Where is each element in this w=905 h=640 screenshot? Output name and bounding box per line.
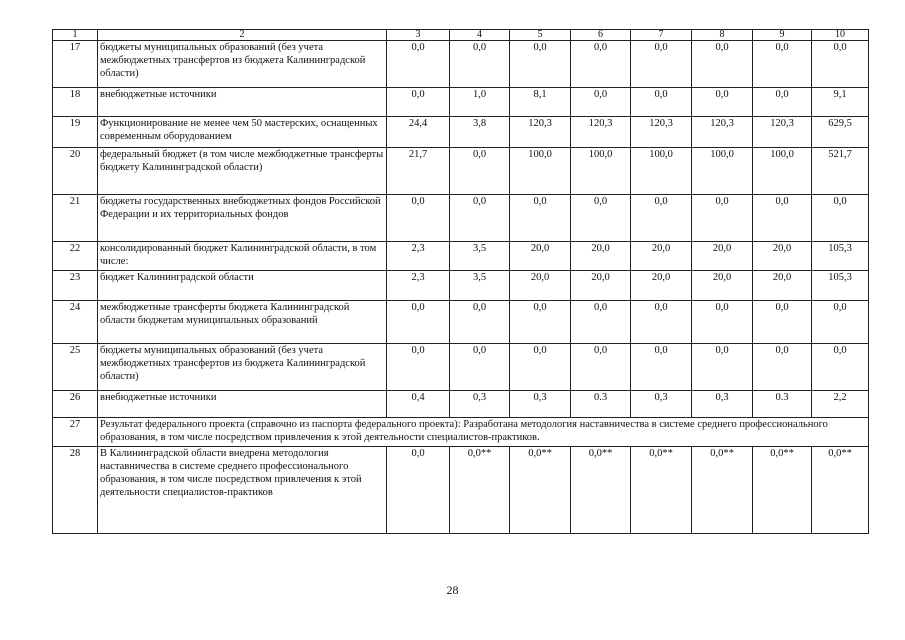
value-cell: 0,0** (450, 447, 510, 534)
result-row (53, 418, 869, 447)
header-cell: 10 (812, 30, 869, 41)
value-cell: 0,0 (387, 88, 450, 117)
row-description: федеральный бюджет (в том числе межбюджетные трансферты бюджету Калининградской области) (98, 148, 387, 195)
value-cell: 0,3 (692, 391, 753, 418)
table-row (53, 148, 869, 195)
value-cell: 20,0 (510, 242, 571, 271)
header-cell: 8 (692, 30, 753, 41)
value-cell: 120,3 (571, 117, 631, 148)
value-cell: 9,1 (812, 88, 869, 117)
header-cell: 7 (631, 30, 692, 41)
value-cell: 20,0 (571, 271, 631, 301)
value-cell: 0,0 (692, 344, 753, 391)
value-cell: 0,0 (753, 41, 812, 88)
value-cell: 0,0 (450, 301, 510, 344)
value-cell: 0,0 (510, 344, 571, 391)
value-cell: 0,0 (692, 301, 753, 344)
budget-table (52, 29, 869, 534)
value-cell: 1,0 (450, 88, 510, 117)
value-cell: 0,0 (692, 41, 753, 88)
row-number: 27 (53, 418, 98, 447)
value-cell: 0,0 (510, 41, 571, 88)
row-number: 25 (53, 344, 98, 391)
value-cell: 0.3 (753, 391, 812, 418)
value-cell: 100,0 (510, 148, 571, 195)
header-cell: 5 (510, 30, 571, 41)
header-cell: 9 (753, 30, 812, 41)
header-cell: 3 (387, 30, 450, 41)
table-row (53, 344, 869, 391)
value-cell: 20,0 (571, 242, 631, 271)
value-cell: 0,0 (812, 41, 869, 88)
table-row (53, 391, 869, 418)
value-cell: 0,0 (631, 88, 692, 117)
value-cell: 629,5 (812, 117, 869, 148)
value-cell: 0,0 (450, 41, 510, 88)
header-cell: 4 (450, 30, 510, 41)
table-row (53, 301, 869, 344)
value-cell: 0,0 (753, 88, 812, 117)
row-number: 19 (53, 117, 98, 148)
header-cell: 6 (571, 30, 631, 41)
value-cell: 0,0 (571, 41, 631, 88)
value-cell: 0,0 (631, 344, 692, 391)
value-cell: 0,0 (387, 344, 450, 391)
value-cell: 20,0 (692, 271, 753, 301)
value-cell: 0,3 (450, 391, 510, 418)
row-number: 21 (53, 195, 98, 242)
row-number: 23 (53, 271, 98, 301)
table-row (53, 88, 869, 117)
value-cell: 20,0 (753, 271, 812, 301)
value-cell: 0,0 (450, 195, 510, 242)
value-cell: 120,3 (510, 117, 571, 148)
value-cell: 105,3 (812, 242, 869, 271)
value-cell: 0,0** (631, 447, 692, 534)
value-cell: 0,0 (510, 301, 571, 344)
value-cell: 0,0 (571, 301, 631, 344)
page-number: 28 (446, 583, 459, 597)
value-cell: 120,3 (692, 117, 753, 148)
row-description: бюджеты муниципальных образований (без учета межбюджетных трансфертов из бюджета Калининградской области) (98, 344, 387, 391)
value-cell: 0,0 (631, 301, 692, 344)
value-cell: 100,0 (692, 148, 753, 195)
header-cell: 2 (98, 30, 387, 41)
row-description: внебюджетные источники (98, 391, 387, 418)
value-cell: 2,2 (812, 391, 869, 418)
row-description: внебюджетные источники (98, 88, 387, 117)
value-cell: 0,0 (387, 447, 450, 534)
value-cell: 0,0 (692, 88, 753, 117)
value-cell: 8,1 (510, 88, 571, 117)
table-row (53, 271, 869, 301)
value-cell: 0,0 (450, 344, 510, 391)
row-number: 17 (53, 41, 98, 88)
table-row (53, 117, 869, 148)
value-cell: 20,0 (510, 271, 571, 301)
value-cell: 20,0 (753, 242, 812, 271)
value-cell: 0,0 (812, 195, 869, 242)
value-cell: 0,0 (753, 301, 812, 344)
value-cell: 521,7 (812, 148, 869, 195)
value-cell: 0,0** (753, 447, 812, 534)
row-description: В Калининградской области внедрена методология наставничества в системе среднего профессионального образования, в том числе посредством привлечения к этой деятельности специалистов-практиков (98, 447, 387, 534)
value-cell: 0,0 (753, 195, 812, 242)
value-cell: 2,3 (387, 271, 450, 301)
value-cell: 0,0** (571, 447, 631, 534)
row-number: 26 (53, 391, 98, 418)
value-cell: 24,4 (387, 117, 450, 148)
value-cell: 0,4 (387, 391, 450, 418)
value-cell: 0.3 (571, 391, 631, 418)
row-number: 20 (53, 148, 98, 195)
row-number: 18 (53, 88, 98, 117)
value-cell: 0,0** (812, 447, 869, 534)
value-cell: 105,3 (812, 271, 869, 301)
row-number: 24 (53, 301, 98, 344)
row-description: консолидированный бюджет Калининградской области, в том числе: (98, 242, 387, 271)
value-cell: 3,8 (450, 117, 510, 148)
value-cell: 0,0** (510, 447, 571, 534)
row-description: Функционирование не менее чем 50 мастерских, оснащенных современным оборудованием (98, 117, 387, 148)
value-cell: 0,0 (812, 301, 869, 344)
value-cell: 0,0 (571, 88, 631, 117)
row-number: 28 (53, 447, 98, 534)
value-cell: 3,5 (450, 242, 510, 271)
value-cell: 0,0 (631, 41, 692, 88)
value-cell: 0,0 (387, 41, 450, 88)
value-cell: 0,0 (631, 195, 692, 242)
table-row (53, 41, 869, 88)
row-description: бюджеты муниципальных образований (без учета межбюджетных трансфертов из бюджета Калининградской области) (98, 41, 387, 88)
header-row (53, 30, 869, 41)
value-cell: 0,0 (387, 301, 450, 344)
header-cell: 1 (53, 30, 98, 41)
table-row (53, 447, 869, 534)
table-row (53, 195, 869, 242)
value-cell: 20,0 (692, 242, 753, 271)
value-cell: 21,7 (387, 148, 450, 195)
value-cell: 0,0 (571, 195, 631, 242)
value-cell: 0,0** (692, 447, 753, 534)
value-cell: 0,0 (571, 344, 631, 391)
table-row (53, 242, 869, 271)
value-cell: 100,0 (571, 148, 631, 195)
value-cell: 0,0 (812, 344, 869, 391)
value-cell: 2,3 (387, 242, 450, 271)
value-cell: 0,3 (510, 391, 571, 418)
value-cell: 100,0 (753, 148, 812, 195)
value-cell: 20,0 (631, 271, 692, 301)
row-description: межбюджетные трансферты бюджета Калининградской области бюджетам муниципальных образований (98, 301, 387, 344)
value-cell: 120,3 (753, 117, 812, 148)
value-cell: 0,0 (753, 344, 812, 391)
value-cell: 0,0 (510, 195, 571, 242)
value-cell: 3,5 (450, 271, 510, 301)
row-description: бюджет Калининградской области (98, 271, 387, 301)
value-cell: 0,0 (692, 195, 753, 242)
value-cell: 20,0 (631, 242, 692, 271)
value-cell: 0,0 (387, 195, 450, 242)
row-description: бюджеты государственных внебюджетных фондов Российской Федерации и их территориальных фондов (98, 195, 387, 242)
value-cell: 120,3 (631, 117, 692, 148)
value-cell: 0,3 (631, 391, 692, 418)
value-cell: 0,0 (450, 148, 510, 195)
value-cell: 100,0 (631, 148, 692, 195)
row-number: 22 (53, 242, 98, 271)
result-text: Результат федерального проекта (справочно из паспорта федерального проекта): Разработана методология наставничества в системе среднего профессионального образования, в том числе посредством привлечения к этой деятельности специалистов-практиков. (98, 418, 869, 447)
